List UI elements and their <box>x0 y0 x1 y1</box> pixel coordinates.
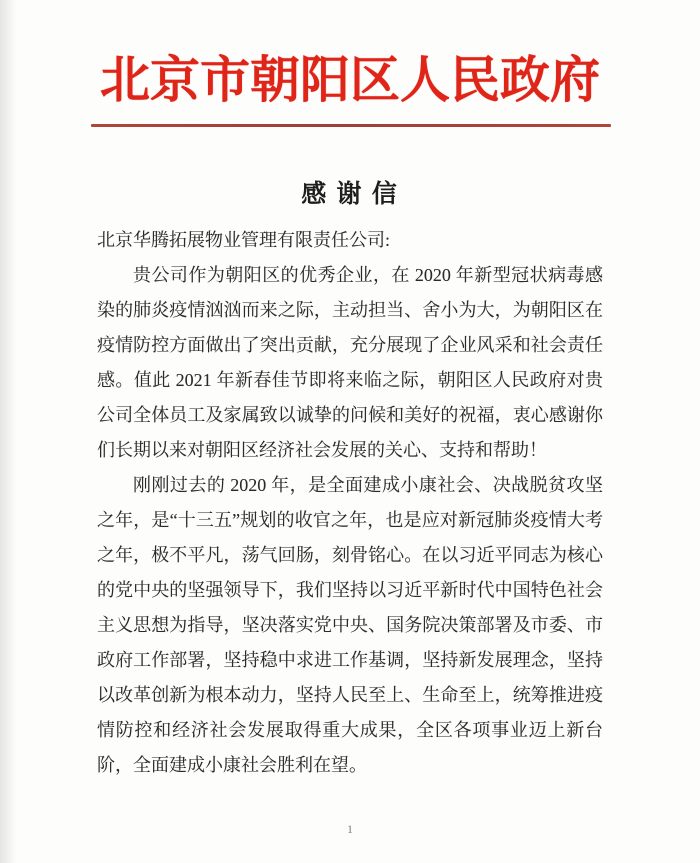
page-number: 1 <box>347 822 353 836</box>
letterhead-rule <box>91 124 611 127</box>
paragraph-2: 刚刚过去的 2020 年，是全面建成小康社会、决战脱贫攻坚之年，是“十三五”规划的收官之年，也是应对新冠肺炎疫情大考之年，极不平凡，荡气回肠，刻骨铭心。在以习近平同志为核心的党中央的坚强领导下，我们坚持以习近平新时代中国特色社会主义思想为指导，坚决落实党中央、国务院决策部署及市委、市政府工作部署，坚持稳中求进工作基调，坚持新发展理念，坚持以改革创新为根本动力，坚持人民至上、生命至上，统筹推进疫情防控和经济社会发展取得重大成果，全区各项事业迈上新台阶，全面建成小康社会胜利在望。 <box>97 475 603 775</box>
letter-title: 感 谢 信 <box>301 181 399 208</box>
salutation: 北京华腾拓展物业管理有限责任公司: <box>97 230 390 250</box>
letterhead-org-name: 北京市朝阳区人民政府 <box>100 52 600 108</box>
paragraph-1: 贵公司作为朝阳区的优秀企业，在 2020 年新型冠状病毒感染的肺炎疫情汹汹而来之际，主动担当、舍小为大，为朝阳区在疫情防控方面做出了突出贡献，充分展现了企业风采和社会责任感。值此 2021 年新春佳节即将来临之际，朝阳区人民政府对贵公司全体员工及家属致以诚挚的问候和美好的祝福，衷心感谢你们长期以来对朝阳区经济社会发展的关心、支持和帮助！ <box>97 265 603 460</box>
letter-body <box>97 223 603 783</box>
